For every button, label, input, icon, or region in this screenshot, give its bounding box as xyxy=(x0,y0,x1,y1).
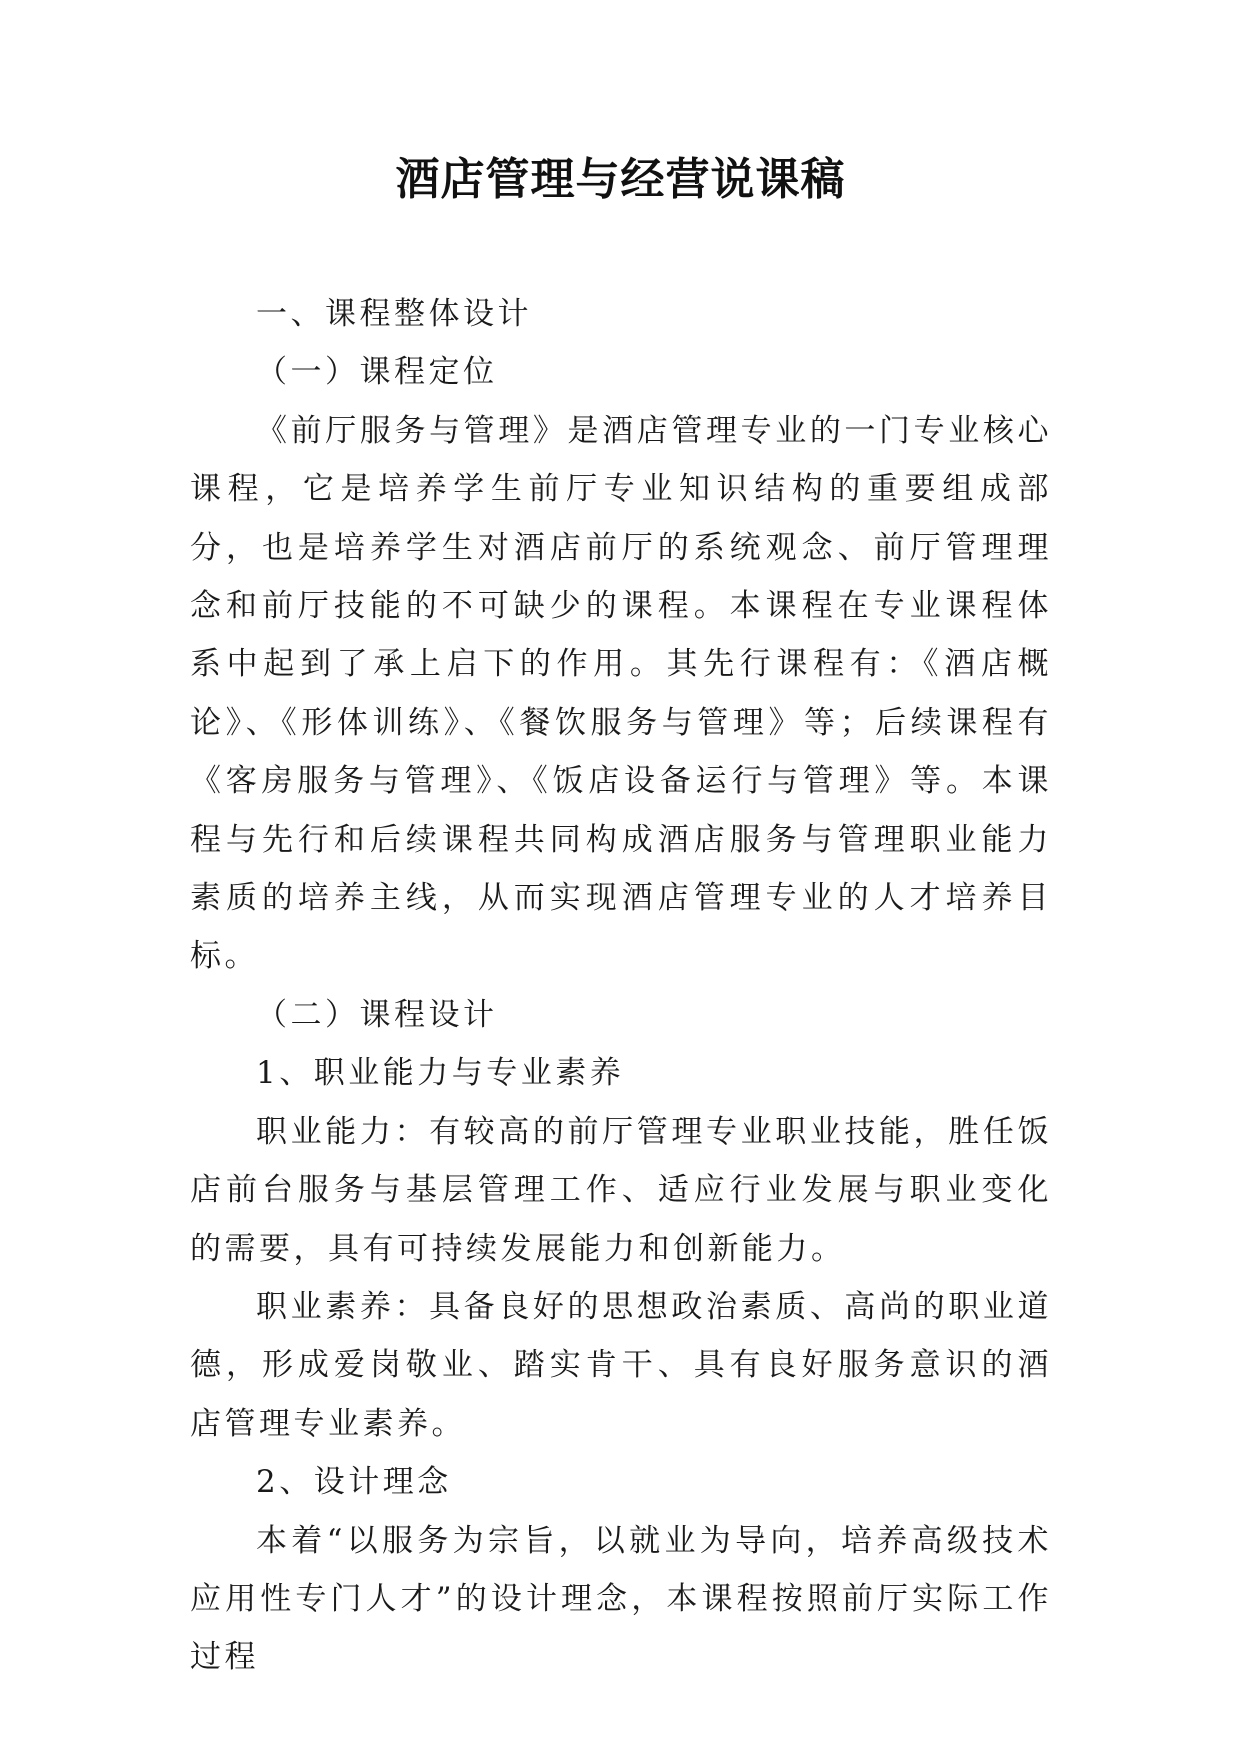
paragraph: 职业素养：具备良好的思想政治素质、高尚的职业道德，形成爱岗敬业、踏实肯干、具有良好服务意识的酒店管理专业素养。 xyxy=(190,1288,1052,1442)
subsection-heading: （一）课程定位 xyxy=(256,354,498,391)
paragraph: 职业能力：有较高的前厅管理专业职业技能，胜任饭店前台服务与基层管理工作、适应行业发展与职业变化的需要，具有可持续发展能力和创新能力。 xyxy=(190,1113,1052,1267)
paragraph: 《前厅服务与管理》是酒店管理专业的一门专业核心课程，它是培养学生前厅专业知识结构的重要组成部分，也是培养学生对酒店前厅的系统观念、前厅管理理念和前厅技能的不可缺少的课程。本课程在专业课程体系中起到了承上启下的作用。其先行课程有：《酒店概论》、《形体训练》、《餐饮服务与管理》等；后续课程有《客房服务与管理》、《饭店设备运行与管理》等。本课程与先行和后续课程共同构成酒店服务与管理职业能力素质的培养主线，从而实现酒店管理专业的人才培养目标。 xyxy=(190,412,1052,975)
document-title: 酒店管理与经营说课稿 xyxy=(395,154,846,205)
item-heading: 1、职业能力与专业素养 xyxy=(256,1055,625,1092)
item-heading: 2、设计理念 xyxy=(256,1464,452,1501)
section-heading: 一、课程整体设计 xyxy=(256,296,532,332)
document-body xyxy=(190,285,1052,1687)
paragraph: 本着“以服务为宗旨，以就业为导向，培养高级技术应用性专门人才”的设计理念，本课程按照前厅实际工作过程 xyxy=(190,1522,1052,1676)
subsection-heading: （二）课程设计 xyxy=(256,996,498,1033)
